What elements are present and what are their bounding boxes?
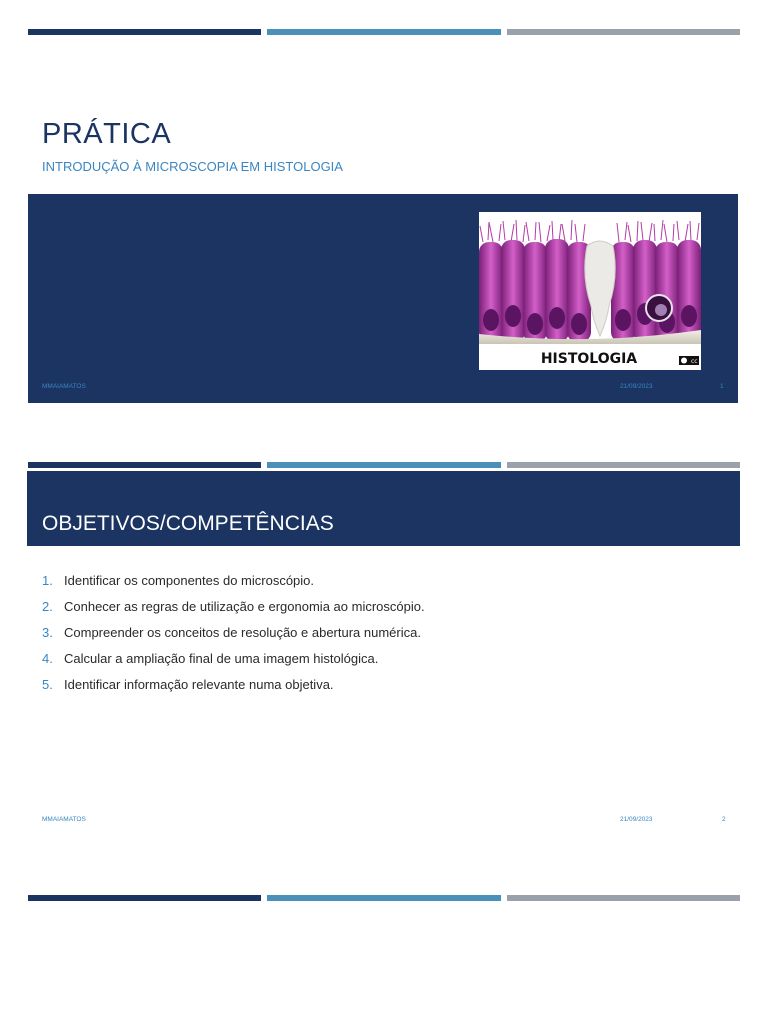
slide2-title: OBJETIVOS/COMPETÊNCIAS [42, 512, 334, 535]
slide2-accent-bars [28, 462, 740, 468]
list-text: Identificar informação relevante numa objetiva. [64, 677, 334, 692]
list-text: Identificar os componentes do microscópio. [64, 573, 315, 588]
list-item [42, 651, 425, 677]
accent-bar-blue [267, 29, 500, 35]
list-item [42, 599, 425, 625]
list-number: 3. [42, 625, 53, 640]
list-number: 1. [42, 573, 53, 588]
accent-bar-navy [28, 29, 261, 35]
list-item [42, 573, 425, 599]
accent-bar-blue [267, 462, 500, 468]
list-item [42, 677, 425, 703]
slide1-footer-page: 1 [720, 383, 724, 390]
slide2-footer-date: 21/09/2023 [620, 816, 653, 823]
histology-caption: HISTOLOGIA [540, 351, 638, 367]
histology-image [479, 212, 701, 370]
slide1-footer-date: 21/09/2023 [620, 383, 653, 390]
list-text: Conhecer as regras de utilização e ergonomia ao microscópio. [64, 599, 425, 614]
objectives-list [42, 573, 425, 703]
accent-bar-navy [28, 895, 261, 901]
license-badge-icon [679, 356, 699, 365]
svg-text:cc: cc [691, 358, 698, 365]
accent-bar-gray [507, 895, 740, 901]
list-number: 5. [42, 677, 53, 692]
list-number: 4. [42, 651, 53, 666]
list-number: 2. [42, 599, 53, 614]
slide3-accent-bars [28, 895, 740, 901]
accent-bar-gray [507, 29, 740, 35]
slide1-footer-author: MMAIAMATOS [42, 383, 86, 390]
slide2-footer-page: 2 [722, 816, 726, 823]
list-text: Calcular a ampliação final de uma imagem histológica. [64, 651, 379, 666]
accent-bar-blue [267, 895, 500, 901]
slide2-footer-author: MMAIAMATOS [42, 816, 86, 823]
slide1-title: PRÁTICA [42, 118, 172, 150]
accent-bar-navy [28, 462, 261, 468]
list-text: Compreender os conceitos de resolução e abertura numérica. [64, 625, 421, 640]
top-accent-bars [28, 29, 740, 35]
list-item [42, 625, 425, 651]
histology-illustration [479, 212, 701, 370]
accent-bar-gray [507, 462, 740, 468]
slide1-subtitle: INTRODUÇÃO À MICROSCOPIA EM HISTOLOGIA [42, 159, 343, 174]
